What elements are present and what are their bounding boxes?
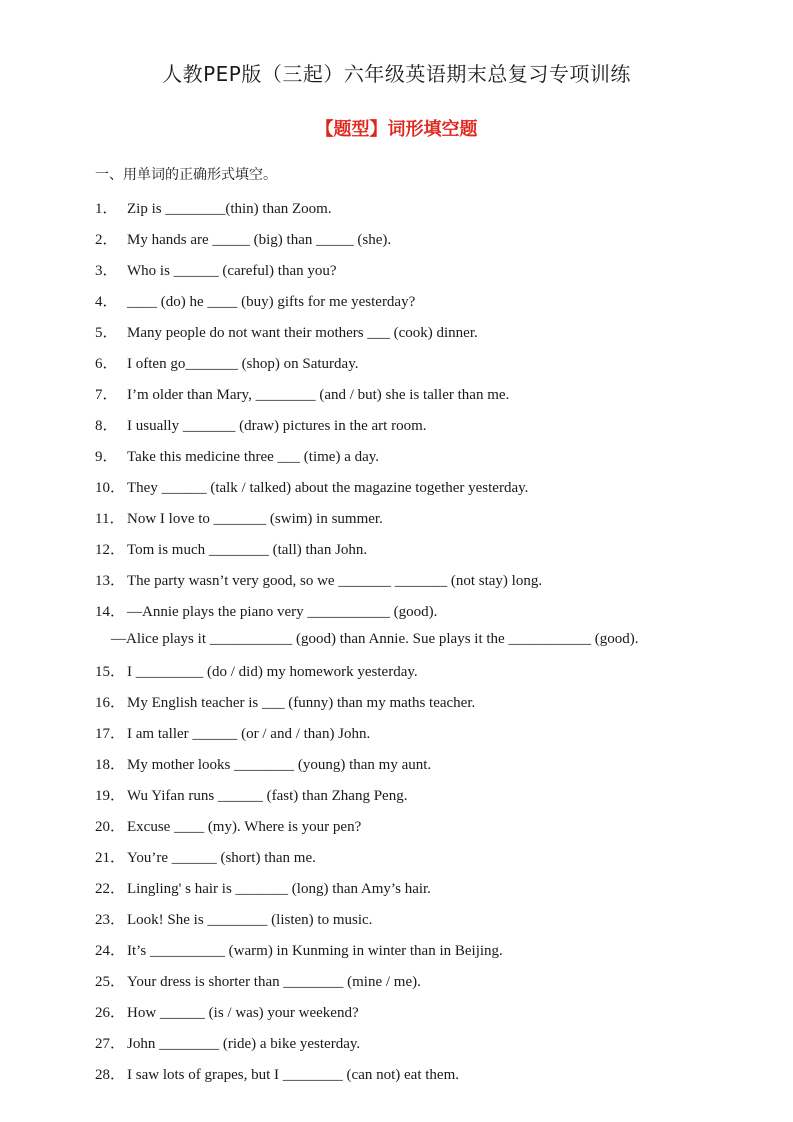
question-text: Tom is much ________ (tall) than John. bbox=[127, 542, 368, 558]
question-11 bbox=[95, 507, 383, 528]
question-text: Lingling' s hair is _______ (long) than Amy’s hair. bbox=[127, 881, 431, 897]
question-6 bbox=[95, 352, 359, 373]
page-title: 人教PEP版（三起）六年级英语期末总复习专项训练 bbox=[162, 62, 631, 86]
question-text: My mother looks ________ (young) than my aunt. bbox=[127, 757, 432, 773]
question-text: I _________ (do / did) my homework yesterday. bbox=[127, 664, 418, 680]
question-21 bbox=[95, 846, 316, 867]
question-text: I’m older than Mary, ________ (and / but) she is taller than me. bbox=[127, 387, 510, 403]
question-number: 24． bbox=[95, 943, 126, 959]
question-17 bbox=[95, 722, 370, 743]
question-1 bbox=[95, 197, 332, 218]
question-number: 3． bbox=[95, 263, 118, 279]
question-number: 18． bbox=[95, 757, 126, 773]
question-5 bbox=[95, 321, 478, 342]
question-8 bbox=[95, 414, 427, 435]
question-text: My hands are _____ (big) than _____ (she). bbox=[127, 232, 392, 248]
question-number: 16． bbox=[95, 695, 126, 711]
question-23 bbox=[95, 908, 372, 929]
question-14 bbox=[95, 600, 437, 621]
question-number: 20． bbox=[95, 819, 126, 835]
question-15 bbox=[95, 660, 418, 681]
question-text: I am taller ______ (or / and / than) John. bbox=[127, 726, 371, 742]
question-number: 7． bbox=[95, 387, 118, 403]
question-number: 5． bbox=[95, 325, 118, 341]
question-text: Your dress is shorter than ________ (mine / me). bbox=[127, 974, 421, 990]
question-9 bbox=[95, 445, 379, 466]
question-text: I usually _______ (draw) pictures in the art room. bbox=[127, 418, 427, 434]
question-27 bbox=[95, 1032, 360, 1053]
question-text: They ______ (talk / talked) about the magazine together yesterday. bbox=[127, 480, 529, 496]
question-26 bbox=[95, 1001, 359, 1022]
question-number: 21． bbox=[95, 850, 126, 866]
question-number: 12． bbox=[95, 542, 126, 558]
question-22 bbox=[95, 877, 431, 898]
question-text: Zip is ________(thin) than Zoom. bbox=[127, 201, 332, 217]
question-number: 4． bbox=[95, 294, 118, 310]
question-number: 2． bbox=[95, 232, 118, 248]
question-number: 1． bbox=[95, 201, 118, 217]
question-28 bbox=[95, 1063, 459, 1084]
question-number: 11． bbox=[95, 511, 125, 527]
question-number: 22． bbox=[95, 881, 126, 897]
question-number: 14． bbox=[95, 604, 126, 620]
question-2 bbox=[95, 228, 391, 249]
question-number: 19． bbox=[95, 788, 126, 804]
question-text: I often go_______ (shop) on Saturday. bbox=[127, 356, 359, 372]
section-instruction: 一、用单词的正确形式填空。 bbox=[95, 167, 277, 183]
question-number: 25． bbox=[95, 974, 126, 990]
question-type-heading: 【题型】词形填空题 bbox=[315, 119, 478, 140]
question-3 bbox=[95, 259, 337, 280]
question-number: 26． bbox=[95, 1005, 126, 1021]
question-number: 9． bbox=[95, 449, 118, 465]
question-number: 17． bbox=[95, 726, 126, 742]
question-text: John ________ (ride) a bike yesterday. bbox=[127, 1036, 361, 1052]
question-number: 23． bbox=[95, 912, 126, 928]
question-text: Many people do not want their mothers ___ (cook) dinner. bbox=[127, 325, 478, 341]
question-14-continuation: —Alice plays it ___________ (good) than Annie. Sue plays it the ___________ (good). bbox=[111, 631, 639, 647]
question-20 bbox=[95, 815, 361, 836]
question-12 bbox=[95, 538, 367, 559]
question-number: 13． bbox=[95, 573, 126, 589]
question-10 bbox=[95, 476, 528, 497]
question-text: How ______ (is / was) your weekend? bbox=[127, 1005, 359, 1021]
question-number: 27． bbox=[95, 1036, 126, 1052]
question-text: Look! She is ________ (listen) to music. bbox=[127, 912, 373, 928]
question-text: Who is ______ (careful) than you? bbox=[127, 263, 337, 279]
question-text: Wu Yifan runs ______ (fast) than Zhang Peng. bbox=[127, 788, 408, 804]
question-text: I saw lots of grapes, but I ________ (can not) eat them. bbox=[127, 1067, 459, 1083]
question-16 bbox=[95, 691, 475, 712]
question-text: My English teacher is ___ (funny) than my maths teacher. bbox=[127, 695, 476, 711]
question-number: 10． bbox=[95, 480, 126, 496]
question-number: 28． bbox=[95, 1067, 126, 1083]
question-24 bbox=[95, 939, 503, 960]
question-text: ____ (do) he ____ (buy) gifts for me yesterday? bbox=[127, 294, 416, 310]
question-number: 8． bbox=[95, 418, 118, 434]
question-18 bbox=[95, 753, 431, 774]
question-text: The party wasn’t very good, so we _______ _______ (not stay) long. bbox=[127, 573, 543, 589]
question-text: —Annie plays the piano very ___________ (good). bbox=[127, 604, 438, 620]
question-text: Take this medicine three ___ (time) a day. bbox=[127, 449, 380, 465]
question-13 bbox=[95, 569, 542, 590]
question-4 bbox=[95, 290, 415, 311]
question-text: Now I love to _______ (swim) in summer. bbox=[127, 511, 383, 527]
question-text: It’s __________ (warm) in Kunming in winter than in Beijing. bbox=[127, 943, 503, 959]
question-text: Excuse ____ (my). Where is your pen? bbox=[127, 819, 362, 835]
question-25 bbox=[95, 970, 421, 991]
question-text: You’re ______ (short) than me. bbox=[127, 850, 316, 866]
question-19 bbox=[95, 784, 407, 805]
question-7 bbox=[95, 383, 509, 404]
question-number: 6． bbox=[95, 356, 118, 372]
question-number: 15． bbox=[95, 664, 126, 680]
